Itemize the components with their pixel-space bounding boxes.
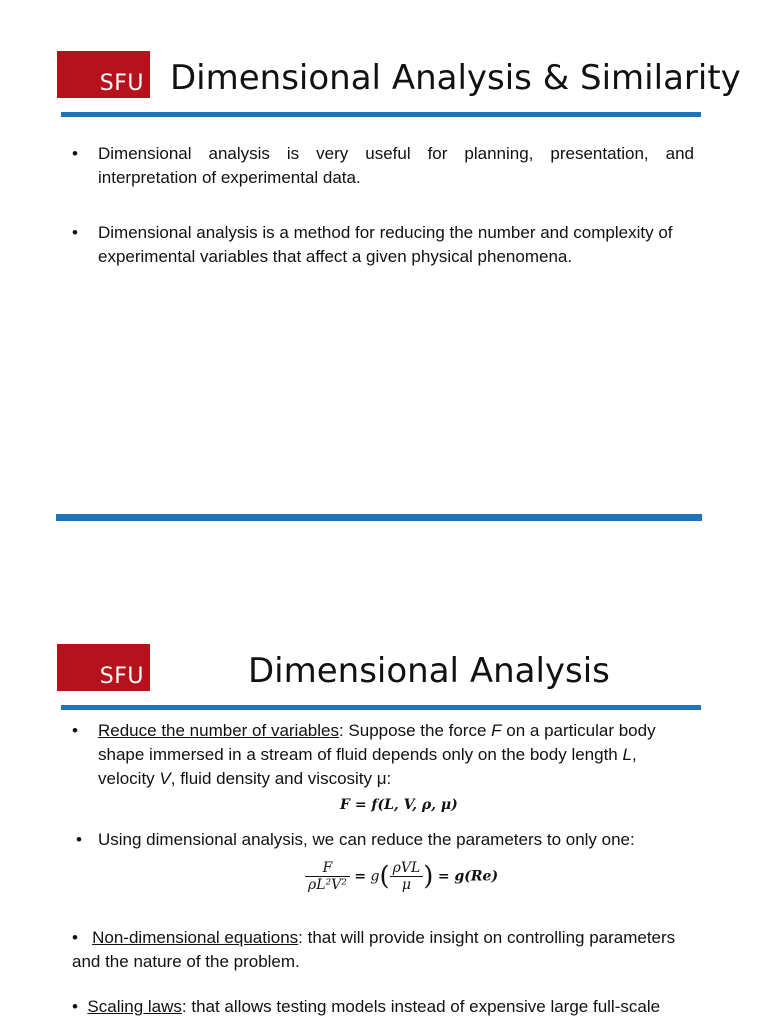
sfu-logo: SFU [57,51,150,98]
text-run: , fluid density and viscosity μ: [170,769,392,788]
slide2-bullet-1 [72,719,692,793]
eq2-inner-num: ρVL [390,860,424,877]
equation-1: F = f(L, V, ρ, μ) [340,797,458,813]
equation-2 [305,860,498,893]
eq2-numerator: F [305,860,350,877]
slide1-title: Dimensional Analysis & Similarity [170,58,741,98]
eq2-equals: = [354,868,367,885]
eq2-inner-den: μ [401,877,412,893]
slide1-bullet-2 [72,221,694,271]
bullet-dot: • [72,721,78,740]
bullet-text [72,926,692,974]
slide1-bottom-rule [56,514,702,521]
text-run: : that will provide insight on controlling parameters and the nature of the problem. [72,928,676,971]
slide2-title: Dimensional Analysis [248,651,610,691]
text-run: : that allows testing models instead of expensive large full-scale [181,997,661,1016]
bullet-text: Using dimensional analysis, we can reduce the parameters to only one: [98,830,635,849]
slide1-title-rule [61,112,701,117]
bullet-dot: • [72,144,78,163]
text-run: : Suppose the force [338,721,492,740]
eq2-g: g [370,868,380,885]
text-run: on a particular body shape immersed in a stream of fluid depends only on the body length [98,721,656,764]
eq2-inner-fraction [390,860,424,893]
sfu-logo: SFU [57,644,150,691]
slide2-bullet-4 [72,995,712,1019]
text-run: , velocity [98,745,637,788]
eq2-lhs-fraction [305,860,350,893]
underline-term: Reduce the number of variables [98,721,339,740]
slide2-title-rule [61,705,701,710]
var-v: V [159,769,171,788]
eq2-paren-open: ( [379,861,390,892]
var-f: F [491,721,502,740]
underline-term: Non-dimensional equations [92,928,299,947]
slide1-bullet-1 [72,142,694,192]
bullet-text: Dimensional analysis is a method for reducing the number and complexity of experimental variables that affect a given physical phenomena. [98,223,673,266]
bullet-text [98,719,688,791]
eq2-denominator: ρL²V² [308,877,347,893]
underline-term: Scaling laws [87,997,182,1016]
bullet-dot: • [72,223,78,242]
eq2-rhs: = g(Re) [437,868,499,885]
eq2-paren-close: ) [423,861,434,892]
var-l: L [622,745,632,764]
bullet-dot: • [76,830,82,849]
bullet-dot: • [72,997,78,1016]
slide2-bullet-3 [72,926,692,976]
bullet-text: Dimensional analysis is very useful for planning, presentation, and interpretation of experimental data. [98,144,694,187]
bullet-dot: • [72,928,78,947]
slide2-bullet-2 [76,828,696,852]
